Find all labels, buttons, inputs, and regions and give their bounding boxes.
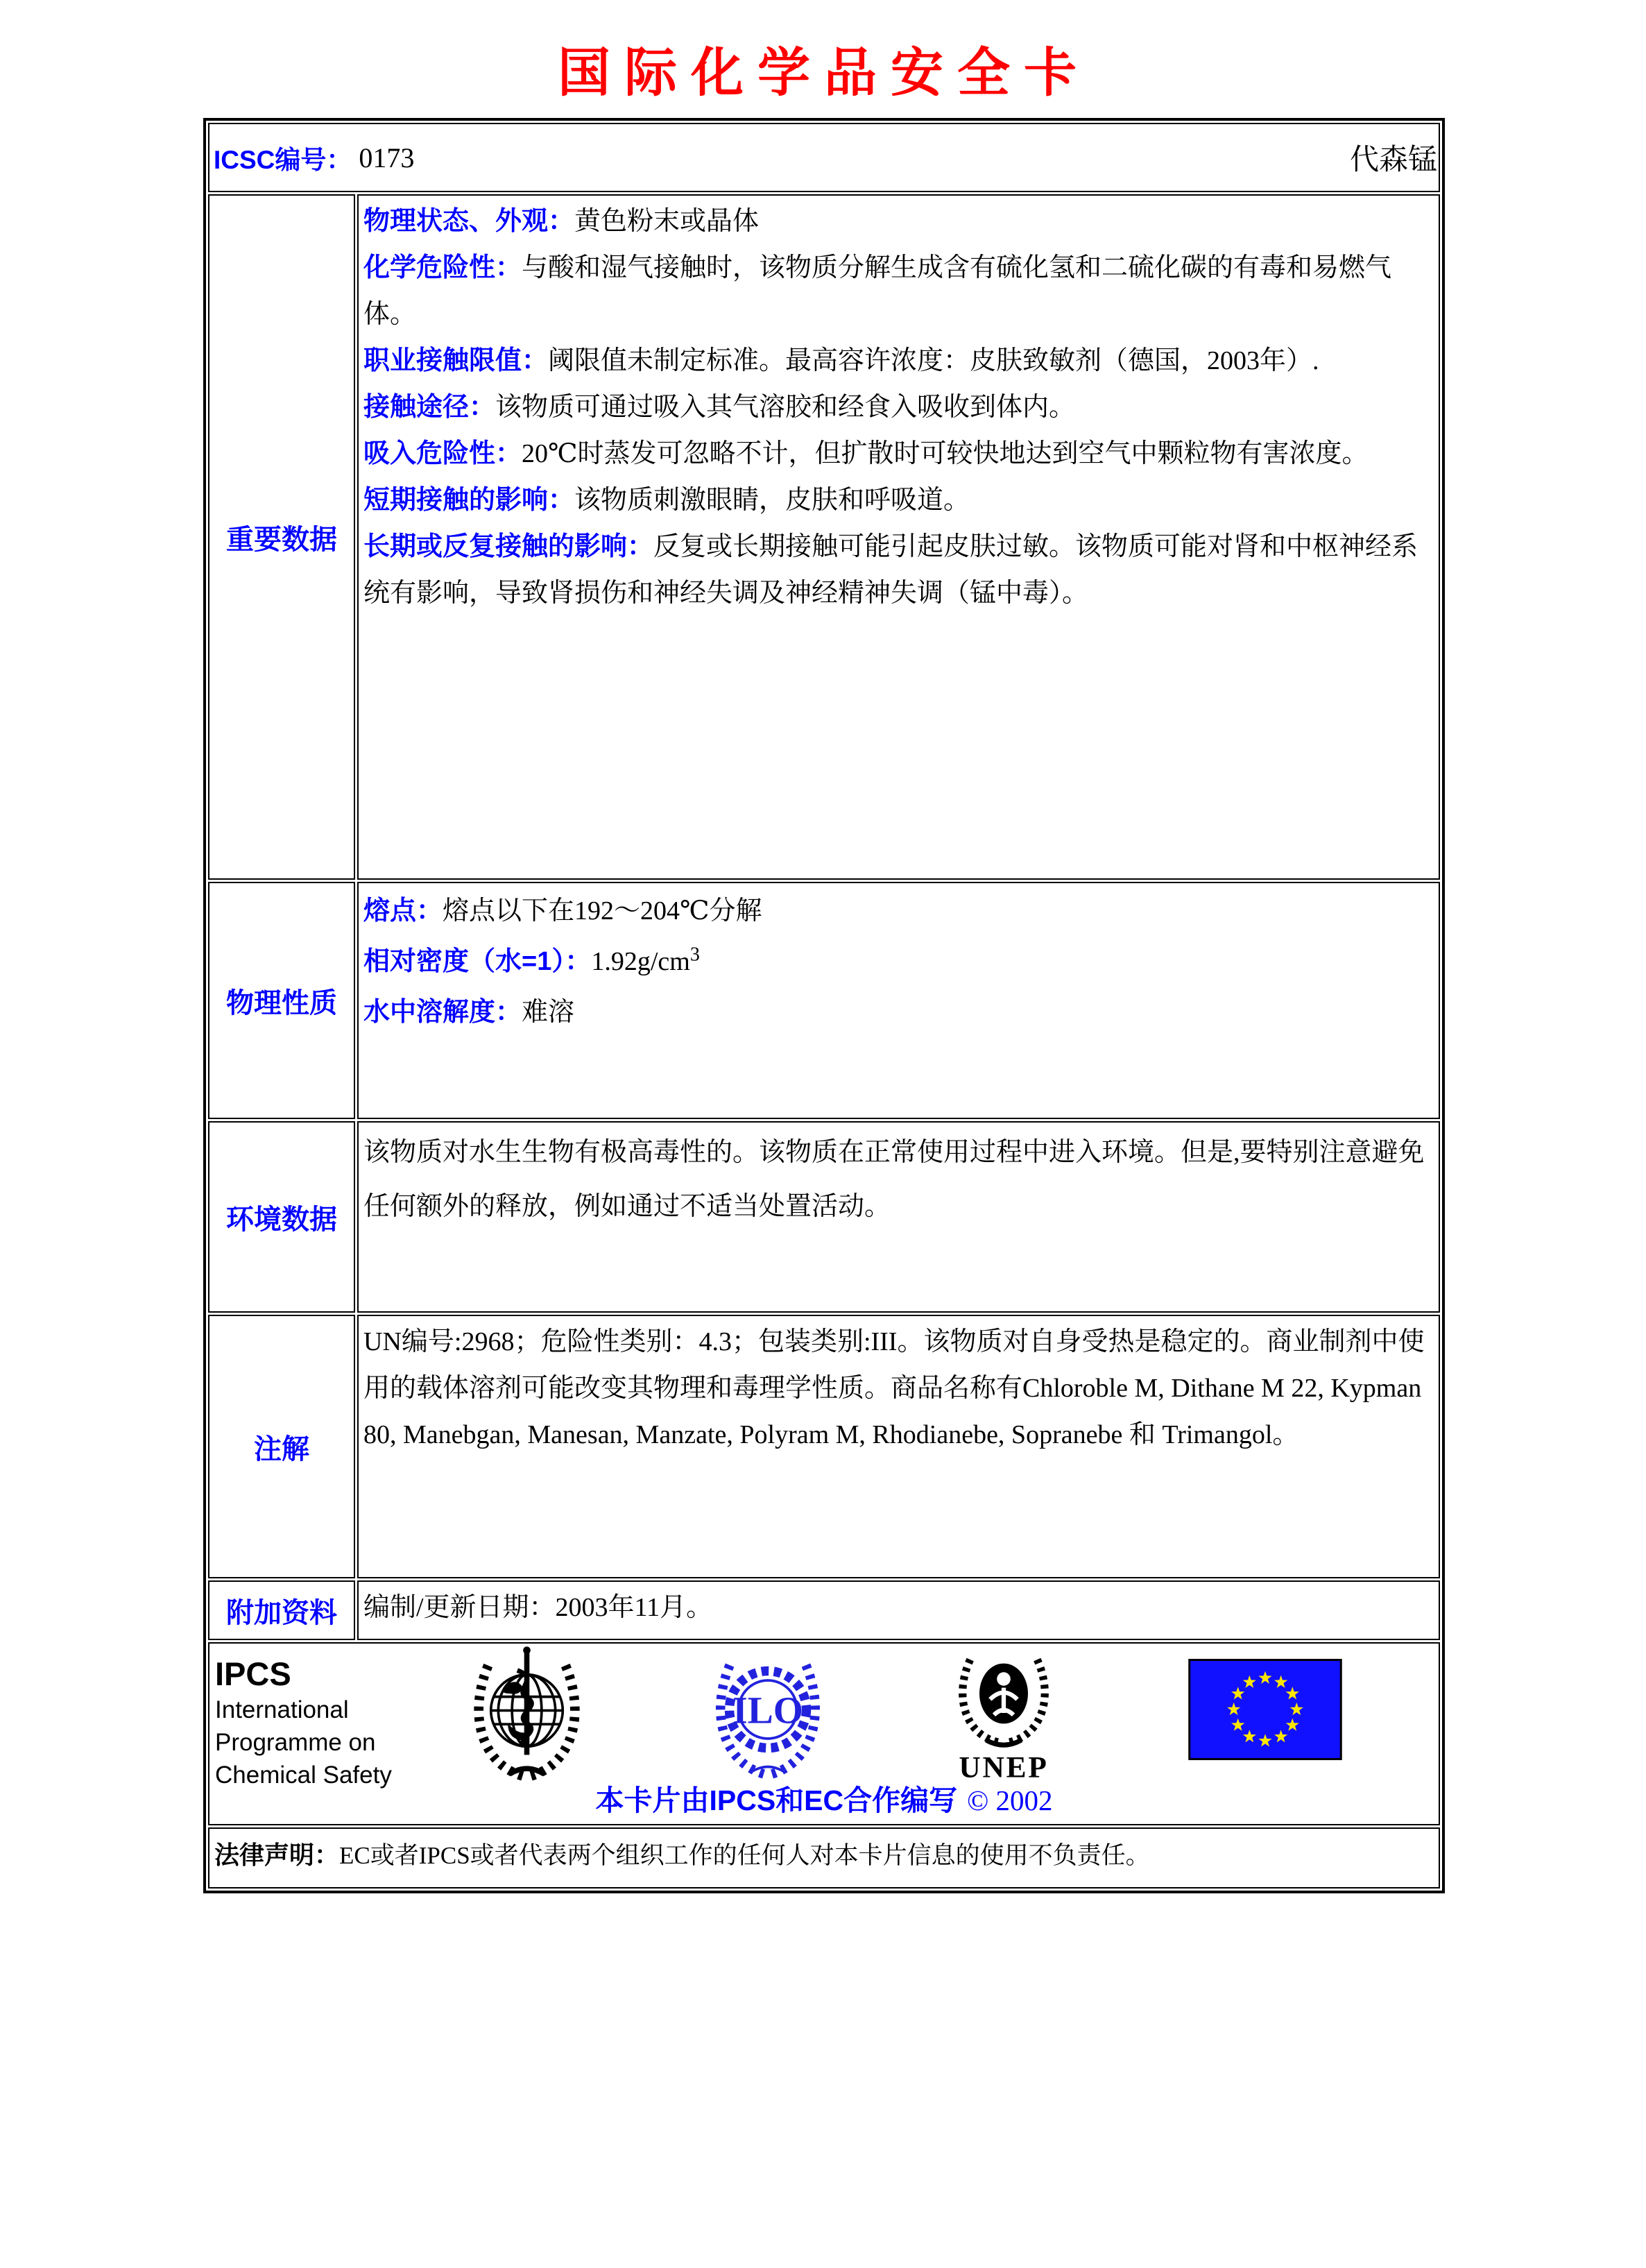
section-label-environment: 环境数据 [208,1121,355,1313]
ipcs-acronym: IPCS [215,1655,291,1692]
data-line: 化学危险性：与酸和湿气接触时，该物质分解生成含有硫化氢和二硫化碳的有毒和易燃气体。 [363,253,1392,329]
data-line: 短期接触的影响：该物质刺激眼睛，皮肤和呼吸道。 [363,486,970,515]
section-content-important [357,194,1440,880]
data-line: 熔点：熔点以下在192～204℃分解 [363,896,762,926]
row-organizations [208,1642,1440,1825]
row-legal [208,1827,1440,1888]
organizations-banner [209,1644,1439,1824]
data-line: 物理状态、外观：黄色粉末或晶体 [363,207,760,236]
row-additional-info [208,1580,1440,1640]
ilo-label: ILO [732,1689,803,1732]
superscript: 3 [689,944,700,966]
safety-card-sheet [203,44,1445,1893]
data-line: 职业接触限值：阈限值未制定标准。最高容许浓度：皮肤致敏剂（德国，2003年）. [363,346,1319,375]
row-notes [208,1315,1440,1578]
data-line: 编制/更新日期：2003年11月。 [363,1593,713,1622]
header-row [208,123,1440,192]
icsc-number-value: 0173 [359,142,415,173]
copyright-text: 本卡片由IPCS和EC合作编写 [595,1784,958,1816]
section-label-important: 重要数据 [208,194,355,880]
row-environmental-data [208,1121,1440,1313]
ipcs-text-block: IPCS International Programme on Chemical Safety [215,1655,392,1789]
ilo-logo-icon [705,1645,830,1780]
data-line: 吸入危险性：20℃时蒸发可忽略不计，但扩散时可较快地达到空气中颗粒物有害浓度。 [363,439,1369,468]
copyright-year: © 2002 [967,1784,1053,1816]
copyright-line [209,1777,1439,1818]
row-physical-properties [208,882,1440,1119]
section-content-additional [357,1580,1440,1640]
data-line: 接触途径：该物质可通过吸入其气溶胶和经食入吸收到体内。 [363,393,1076,422]
icsc-number-label: ICSC编号： [214,146,352,174]
legal-statement [209,1829,1439,1877]
data-line: 该物质对水生生物有极高毒性的。该物质在正常使用过程中进入环境。但是,要特别注意避免任何额外的释放，例如通过不适当处置活动。 [363,1138,1425,1221]
unep-label: UNEP [959,1750,1049,1782]
data-line: 水中溶解度：难溶 [363,998,575,1027]
icsc-card-table [203,118,1445,1893]
section-label-notes: 注解 [208,1315,355,1578]
section-content-notes [357,1315,1440,1578]
legal-text: EC或者IPCS或者代表两个组织工作的任何人对本卡片信息的使用不负责任。 [339,1842,1150,1869]
legal-label: 法律声明： [214,1841,340,1869]
who-logo-icon [463,1645,591,1782]
section-label-additional: 附加资料 [208,1580,355,1640]
section-content-physical [357,882,1440,1119]
page-title: 国际化学品安全卡 [558,44,1090,103]
data-line: 长期或反复接触的影响：反复或长期接触可能引起皮肤过敏。该物质可能对肾和中枢神经系统有影响，导致肾损伤和神经失调及神经精神失调（锰中毒）。 [363,532,1418,608]
card-header [209,124,1439,191]
section-content-environment [357,1121,1440,1313]
data-line: 相对密度（水=1）：$1.92g/cm^3$ [363,944,700,976]
row-important-data [208,194,1440,880]
unep-logo-icon [945,1644,1062,1782]
chemical-name: 代森锰 [1349,144,1437,176]
data-line: UN编号:2968；危险性类别：4.3；包装类别:III。该物质对自身受热是稳定的。商业制剂中使用的载体溶剂可能改变其物理和毒理学性质。商品名称有Chloroble M, Dithane M 22, Kypman 80, Manebgan, Manesan, Manzate, Polyram M, Rhodianebe, Sopranebe 和 Trimangol。 [363,1327,1425,1449]
section-label-physical: 物理性质 [208,882,355,1119]
eu-flag-icon [1188,1659,1342,1760]
